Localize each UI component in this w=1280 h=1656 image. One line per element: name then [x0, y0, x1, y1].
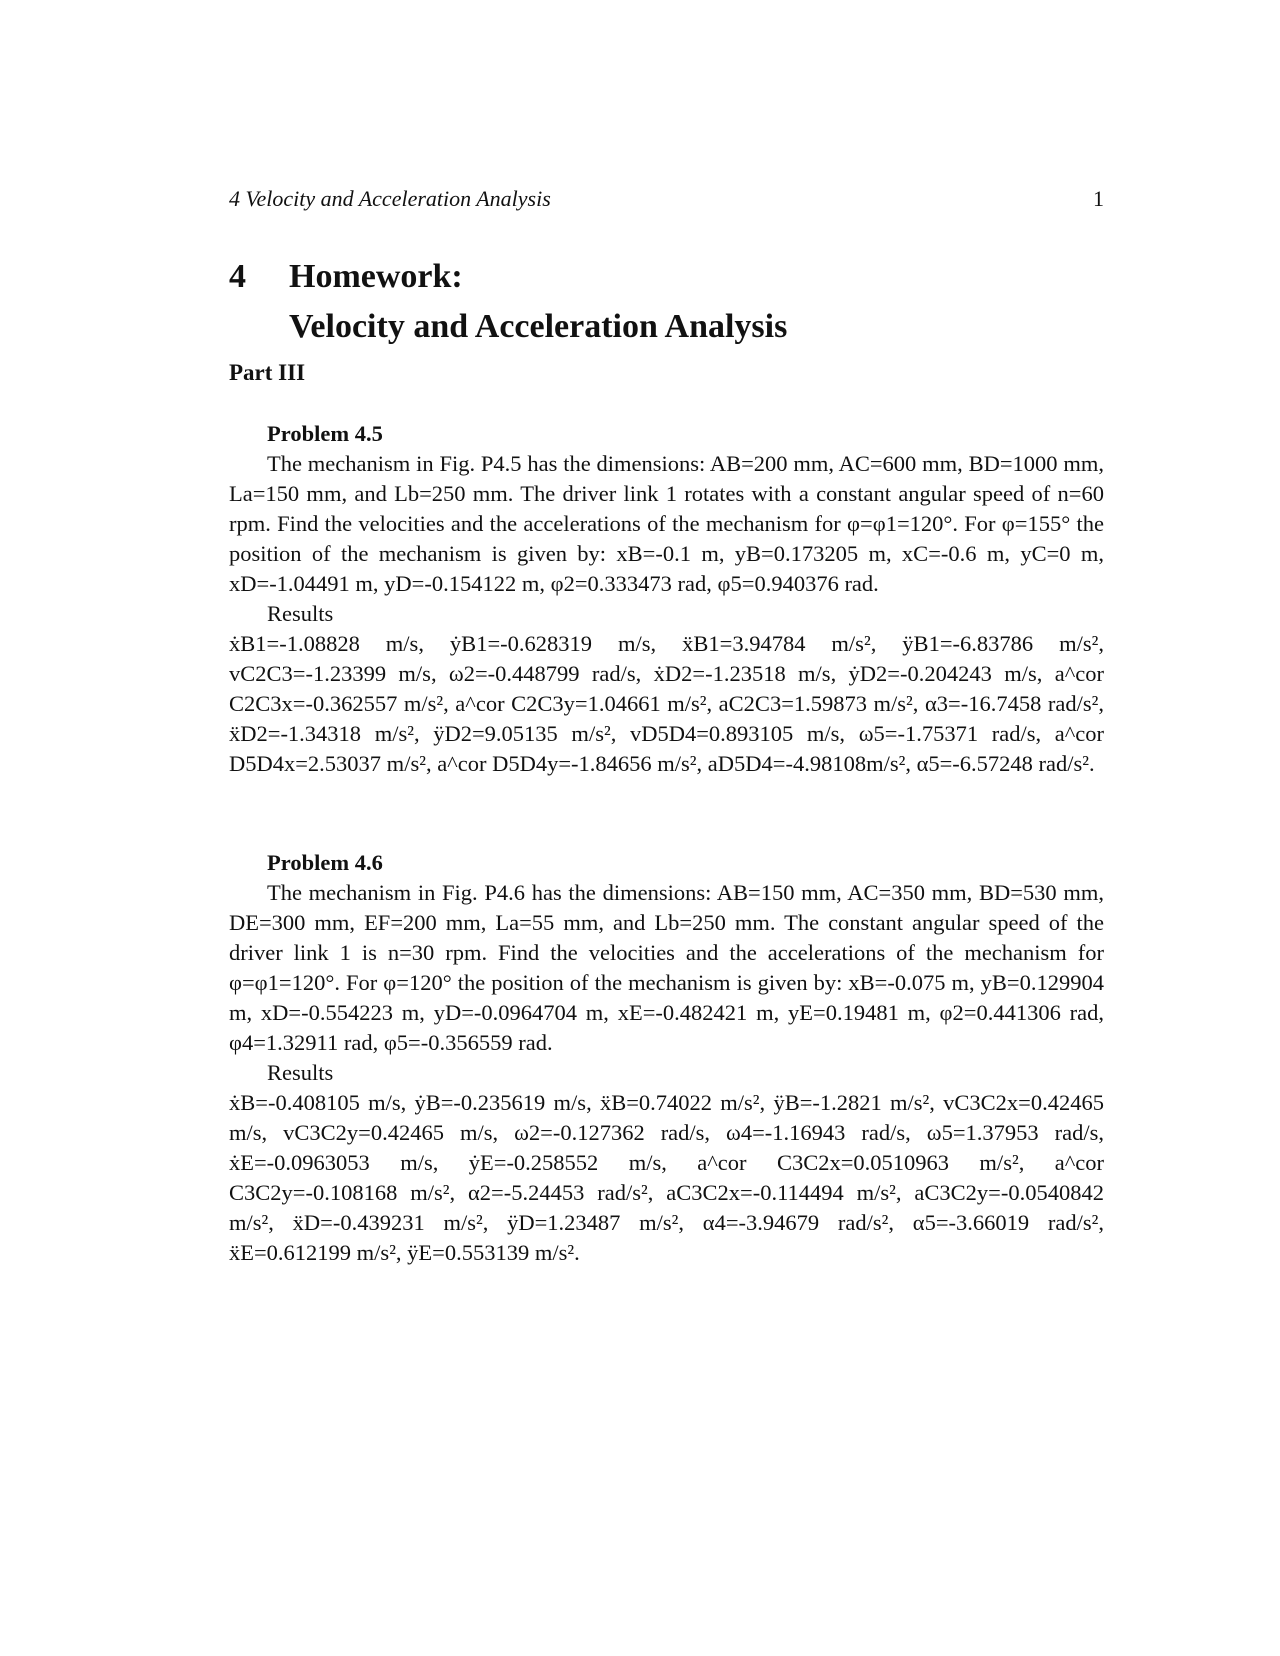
problem-4-5	[229, 419, 1104, 779]
problem-heading: Problem 4.6	[267, 850, 383, 875]
problem-results: ẋB1=-1.08828 m/s, ẏB1=-0.628319 m/s, ẍB1=3.94784 m/s², ÿB1=-6.83786 m/s², vC2C3=-1.23399 m/s, ω2=-0.448799 rad/s, ẋD2=-1.23518 m/s, ẏD2=-0.204243 m/s, a^cor C2C3x=-0.362557 m/s², a^cor C2C3y=1.04661 m/s², aC2C3=1.59873 m/s², α3=-16.7458 rad/s², ẍD2=-1.34318 m/s², ÿD2=9.05135 m/s², vD5D4=0.893105 m/s, ω5=-1.75371 rad/s, a^cor D5D4x=2.53037 m/s², a^cor D5D4y=-1.84656 m/s², aD5D4=-4.98108m/s², α5=-6.57248 rad/s².	[229, 631, 1104, 776]
running-header-title: 4 Velocity and Acceleration Analysis	[229, 186, 551, 211]
problem-statement: The mechanism in Fig. P4.5 has the dimensions: AB=200 mm, AC=600 mm, BD=1000 mm, La=150 mm, and Lb=250 mm. The driver link 1 rotates with a constant angular speed of n=60 rpm. Find the velocities and the accelerations of the mechanism for φ=φ1=120°. For φ=155° the position of the mechanism is given by: xB=-0.1 m, yB=0.173205 m, xC=-0.6 m, yC=0 m, xD=-1.04491 m, yD=-0.154122 m, φ2=0.333473 rad, φ5=0.940376 rad.	[229, 451, 1104, 596]
chapter-title-line-2: Velocity and Acceleration Analysis	[289, 308, 788, 345]
part-title: Part III	[229, 360, 306, 385]
problem-heading: Problem 4.5	[267, 421, 383, 446]
problem-results: ẋB=-0.408105 m/s, ẏB=-0.235619 m/s, ẍB=0.74022 m/s², ÿB=-1.2821 m/s², vC3C2x=0.42465 m/s, vC3C2y=0.42465 m/s, ω2=-0.127362 rad/s, ω4=-1.16943 rad/s, ω5=1.37953 rad/s, ẋE=-0.0963053 m/s, ẏE=-0.258552 m/s, a^cor C3C2x=0.0510963 m/s², a^cor C3C2y=-0.108168 m/s², α2=-5.24453 rad/s², aC3C2x=-0.114494 m/s², aC3C2y=-0.0540842 m/s², ẍD=-0.439231 m/s², ÿD=1.23487 m/s², α4=-3.94679 rad/s², α5=-3.66019 rad/s², ẍE=0.612199 m/s², ÿE=0.553139 m/s².	[229, 1090, 1104, 1265]
running-header	[229, 186, 1104, 220]
chapter-number: 4	[229, 258, 246, 295]
chapter-title-line-1: Homework:	[289, 258, 463, 295]
problem-4-6	[229, 848, 1104, 1268]
page-number: 1	[1093, 186, 1104, 211]
problem-statement: The mechanism in Fig. P4.6 has the dimensions: AB=150 mm, AC=350 mm, BD=530 mm, DE=300 mm, EF=200 mm, La=55 mm, and Lb=250 mm. The constant angular speed of the driver link 1 is n=30 rpm. Find the velocities and the accelerations of the mechanism for φ=φ1=120°. For φ=120° the position of the mechanism is given by: xB=-0.075 m, yB=0.129904 m, xD=-0.554223 m, yD=-0.0964704 m, xE=-0.482421 m, yE=0.19481 m, φ2=0.441306 rad, φ4=1.32911 rad, φ5=-0.356559 rad.	[229, 880, 1104, 1055]
chapter-title	[289, 252, 1089, 352]
results-label: Results	[267, 601, 334, 626]
results-label: Results	[267, 1060, 334, 1085]
